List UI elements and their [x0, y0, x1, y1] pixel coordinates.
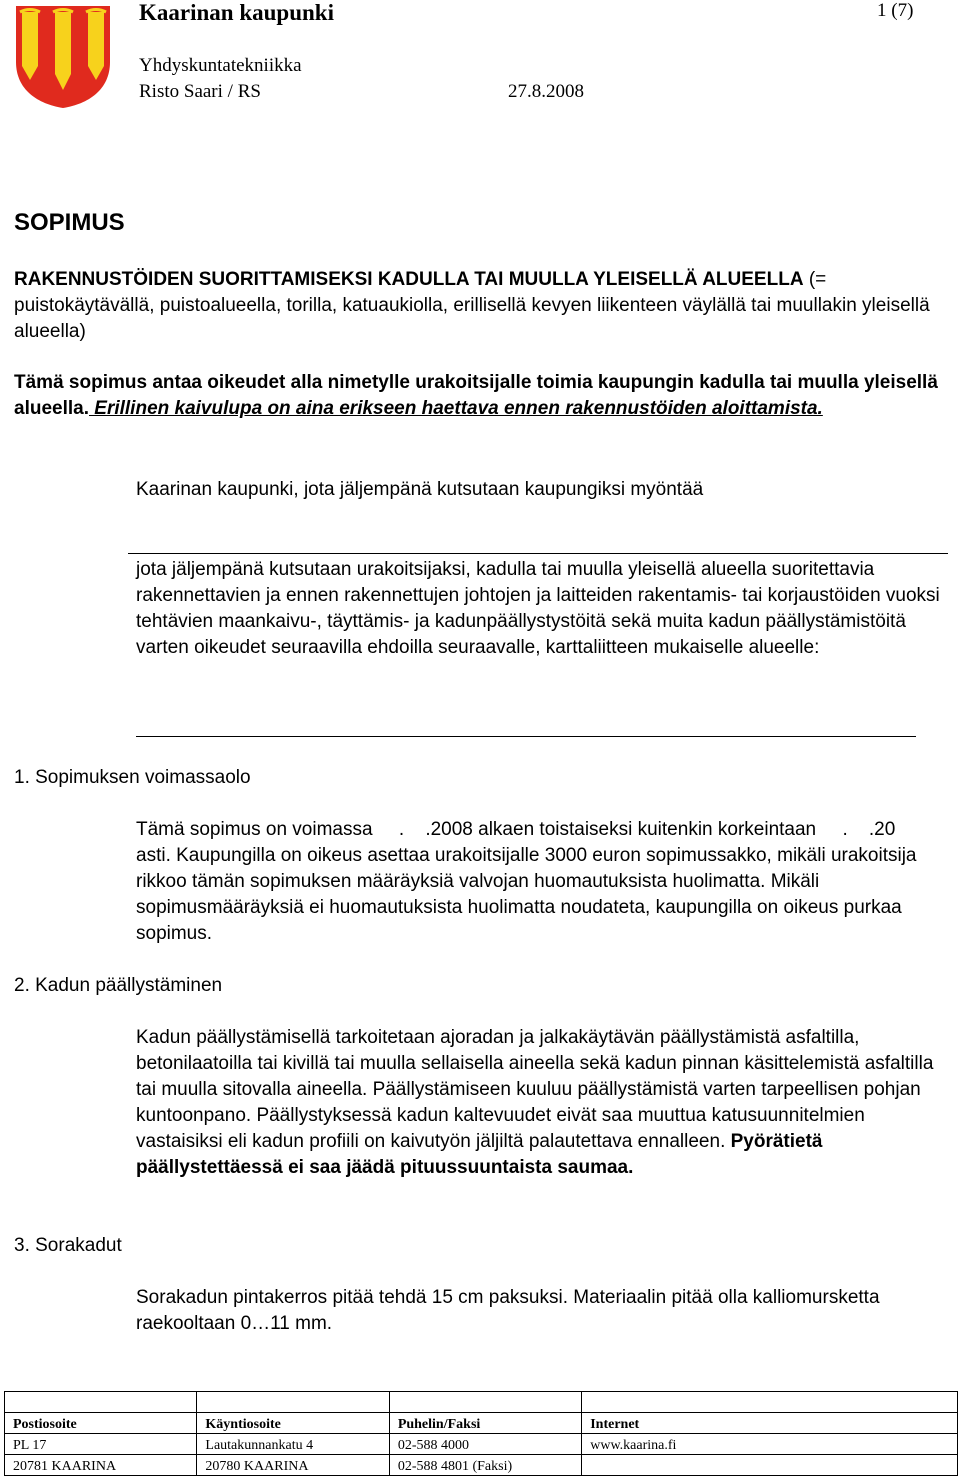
footer-cell: 02-588 4000 [389, 1434, 581, 1455]
contractor-blank-line [128, 553, 948, 554]
kaarina-coat-of-arms-icon [14, 4, 112, 110]
subject-bold-text: RAKENNUSTÖIDEN SUORITTAMISEKSI KADULLA TAI MUULLA YLEISELLÄ ALUEELLA [14, 269, 804, 290]
section-heading: 3. Sorakadut [14, 1235, 122, 1256]
footer-cell: Lautakunnankatu 4 [197, 1434, 389, 1455]
footer-cell [582, 1455, 958, 1476]
section-heading: 2. Kadun päällystäminen [14, 975, 223, 996]
footer-header-cell: Postiosoite [5, 1413, 197, 1434]
footer-row [5, 1455, 958, 1476]
footer-header-cell: Internet [582, 1413, 958, 1434]
grant-line: Kaarinan kaupunki, jota jäljempänä kutsutaan kaupungiksi myöntää [136, 479, 704, 500]
area-blank-line [136, 736, 916, 737]
section-text: Tämä sopimus on voimassa . .2008 alkaen toistaiseksi kuitenkin korkeintaan . .20 asti. Kaupungilla on oikeus asettaa urakoitsijalle 3000 euron sopimussakko, mikäli urakoitsija rikkoo tämän sopimuksen määräyksiä valvojan huomautuksista huolimatta. Mikäli sopimusmääräyksiä ei huomautuksista huolimatta noudateta, kaupungilla on oikeus purkaa sopimus. [136, 819, 922, 944]
document-date: 27.8.2008 [508, 81, 584, 102]
section-text-regular: Kadun päällystämisellä tarkoitetaan ajoradan ja jalkakäytävän päällystämistä asfaltilla, betonilaatoilla tai kivillä tai muulla sellaisella aineella sekä kadun pinnan käsittelemistä asfaltilla tai muulla sitovalla aineella. Päällystämiseen kuuluu päällystämistä varten tarpeellisen pohjan kuntoonpano. Päällystyksessä kadun kaltevuudet eivät saa muuttua katusuunnitelmien vastaisiksi eli kadun profiili on kaivutyön jäljiltä palautettava ennalleen. [136, 1027, 934, 1152]
section-text: Sorakadun pintakerros pitää tehdä 15 cm paksuksi. Materiaalin pitää olla kalliomursketta raekooltaan 0…11 mm. [136, 1287, 880, 1334]
document-title: SOPIMUS [14, 209, 125, 236]
page-number: 1 (7) [877, 0, 914, 21]
organization-name: Kaarinan kaupunki [139, 0, 334, 25]
section-heading: 1. Sopimuksen voimassaolo [14, 767, 251, 788]
footer-cell: 20780 KAARINA [197, 1455, 389, 1476]
intro-note: Erillinen kaivulupa on aina erikseen haettava ennen rakennustöiden aloittamista. [89, 398, 823, 419]
author: Risto Saari / RS [139, 81, 261, 102]
purpose-paragraph: jota jäljempänä kutsutaan urakoitsijaksi, kadulla tai muulla yleisellä alueella suoritettavia rakennettavien ja ennen rakennettujen johtojen ja laitteiden rakentamis- tai korjaustöiden vuoksi tehtävien maankaivu-, täyttämis- ja kadunpäällystystöitä sekä muita kadun päällystämistöitä varten oikeudet seuraavilla ehdoilla seuraavalle, karttaliitteen mukaiselle alueelle: [136, 559, 940, 658]
footer-header-cell: Käyntiosoite [197, 1413, 389, 1434]
department: Yhdyskuntatekniikka [139, 55, 302, 76]
intro-text: Tämä sopimus antaa oikeudet alla nimetylle urakoitsijalle toimia kaupungin kadulla tai muulla yleisellä alueella. [14, 372, 938, 419]
website-link[interactable]: www.kaarina.fi [582, 1434, 958, 1455]
document-subject [14, 267, 948, 345]
intro-paragraph [14, 370, 948, 422]
footer-row [5, 1434, 958, 1455]
footer-contact-table [4, 1391, 958, 1476]
footer-spacer-row [5, 1392, 958, 1413]
section-text-bold: Pyörätietä päällystettäessä ei saa jäädä pituussuuntaista saumaa. [136, 1131, 823, 1178]
section-text [136, 1025, 948, 1181]
subject-text: (= puistokäytävällä, puistoalueella, torilla, katuaukiolla, erillisellä kevyen liikenteen väylällä tai muullakin yleisellä alueella) [14, 269, 930, 342]
footer-cell: PL 17 [5, 1434, 197, 1455]
footer-header-cell: Puhelin/Faksi [389, 1413, 581, 1434]
footer-cell: 20781 KAARINA [5, 1455, 197, 1476]
footer-cell: 02-588 4801 (Faksi) [389, 1455, 581, 1476]
footer-header-row [5, 1413, 958, 1434]
